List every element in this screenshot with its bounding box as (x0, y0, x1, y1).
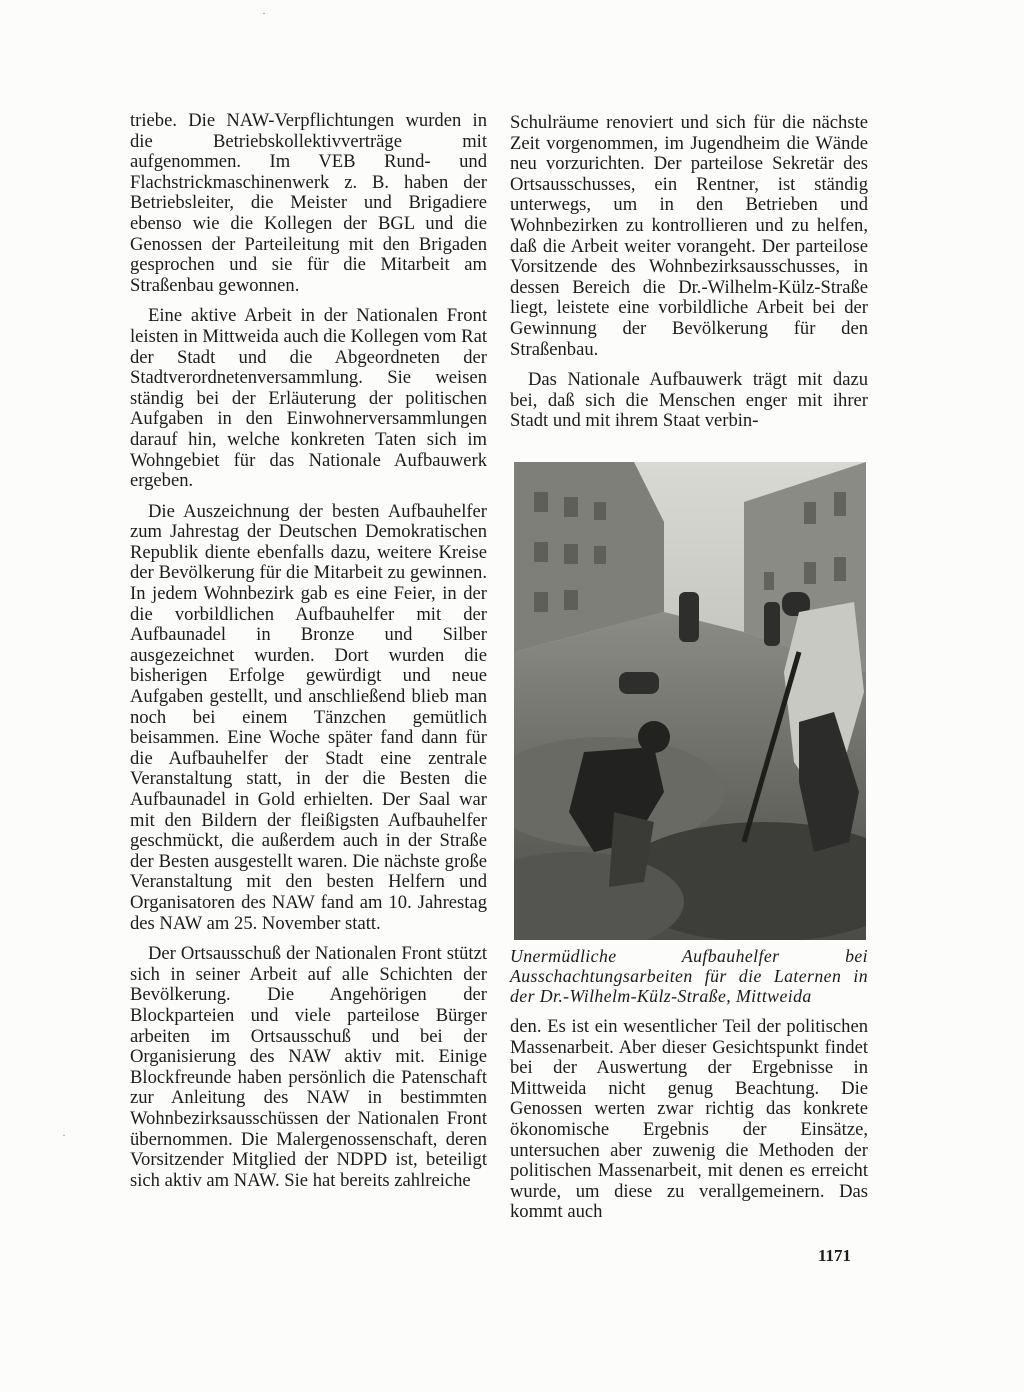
paragraph: Der Ortsausschuß der Nationalen Front stützt sich in seiner Arbeit auf alle Schichten der Bevölkerung. Die Angehörigen der Blockparteien und viele parteilose Bürger arbeiten im Ortsausschuß und bei der Organisierung des NAW aktiv mit. Einige Blockfreunde haben persönlich die Patenschaft zur Anleitung des NAW in bestimmten Wohnbezirksausschüssen der Nationalen Front übernommen. Die Malergenossenschaft, deren Vorsitzender Mitglied der NDPD ist, beteiligt sich aktiv am NAW. Sie hat bereits zahlreiche (130, 943, 487, 1191)
left-column (130, 111, 487, 1201)
paragraph: Das Nationale Aufbauwerk trägt mit dazu bei, daß sich die Menschen enger mit ihrer Stadt und mit ihrem Staat verbin- (510, 369, 868, 432)
scan-speck: · (262, 6, 266, 20)
right-column-bottom (510, 1017, 868, 1233)
street-construction-photo (514, 462, 866, 940)
scan-speck: · (62, 1128, 66, 1142)
paragraph: Eine aktive Arbeit in der Nationalen Front leisten in Mittweida auch die Kollegen vom Rat der Stadt und die Abgeordneten der Stadtverordnetenversammlung. Sie weisen ständig bei der Erläuterung der politischen Aufgaben in den Einwohnerversammlungen darauf hin, welche konkreten Taten sich im Wohngebiet für das Nationale Aufbauwerk ergeben. (130, 305, 487, 492)
paragraph: den. Es ist ein wesentlicher Teil der politischen Massenarbeit. Aber dieser Gesichtspunkt findet bei der Auswertung der Ergebnisse in Mittweida nicht genug Beachtung. Die Genossen werten zwar richtig das konkrete ökonomische Ergebnis der Einsätze, untersuchen aber zuwenig die Methoden der politischen Massenarbeit, mit denen es erreicht wurde, um diese zu verallgemeinern. Das kommt auch (510, 1016, 868, 1223)
paragraph: Schulräume renoviert und sich für die nächste Zeit vorgenommen, im Jugendheim die Wände neu vorzurichten. Der parteilose Sekretär des Ortsausschusses, ein Rentner, ist ständig unterwegs, um in den Betrieben und Wohnbezirken zu kontrollieren und zu helfen, daß die Arbeit weiter vorangeht. Der parteilose Vorsitzende des Wohnbezirksausschusses, in dessen Bereich die Dr.-Wilhelm-Külz-Straße liegt, leistete eine vorbildliche Arbeit bei der Gewinnung der Bevölkerung für den Straßenbau. (510, 112, 868, 360)
page-number: 1171 (818, 1246, 852, 1265)
photo-caption: Unermüdliche Aufbauhelfer bei Ausschachtungsarbeiten für die Laternen in der Dr.-Wilhelm-Külz-Straße, Mittweida (510, 946, 868, 1007)
paragraph: Die Auszeichnung der besten Aufbauhelfer zum Jahrestag der Deutschen Demokratischen Republik diente ebenfalls dazu, weitere Kreise der Bevölkerung für die Mitarbeit zu gewinnen. In jedem Wohnbezirk gab es eine Feier, in der die vorbildlichen Aufbauhelfer mit der Aufbaunadel in Bronze und Silber ausgezeichnet wurden. Dort wurden die bisherigen Erfolge gewürdigt und neue Aufgaben gestellt, und anschließend blieb man noch bei einem Tänzchen gemütlich beisammen. Eine Woche später fand dann für die Aufbauhelfer der Stadt eine zentrale Veranstaltung statt, in der die Besten die Aufbaunadel in Gold erhielten. Der Saal war mit den Bildern der fleißigsten Aufbauhelfer geschmückt, die außerdem auch in der Straße der Besten ausgestellt waren. Die nächste große Veranstaltung mit den besten Helfern und Organisatoren des NAW fand am 10. Jahrestag des NAW am 25. November statt. (130, 500, 487, 934)
photo-illustration (514, 462, 866, 940)
paragraph: triebe. Die NAW-Verpflichtungen wurden in die Betriebskollektivverträge mit aufgenommen. Im VEB Rund- und Flachstrickmaschinenwerk z. B. haben der Betriebsleiter, die Meister und Brigadiere ebenso wie die Kollegen der BGL und die Genossen der Parteileitung mit den Brigaden gesprochen und sie für die Mitarbeit am Straßenbau gewonnen. (130, 110, 487, 296)
right-column-top (510, 113, 868, 442)
